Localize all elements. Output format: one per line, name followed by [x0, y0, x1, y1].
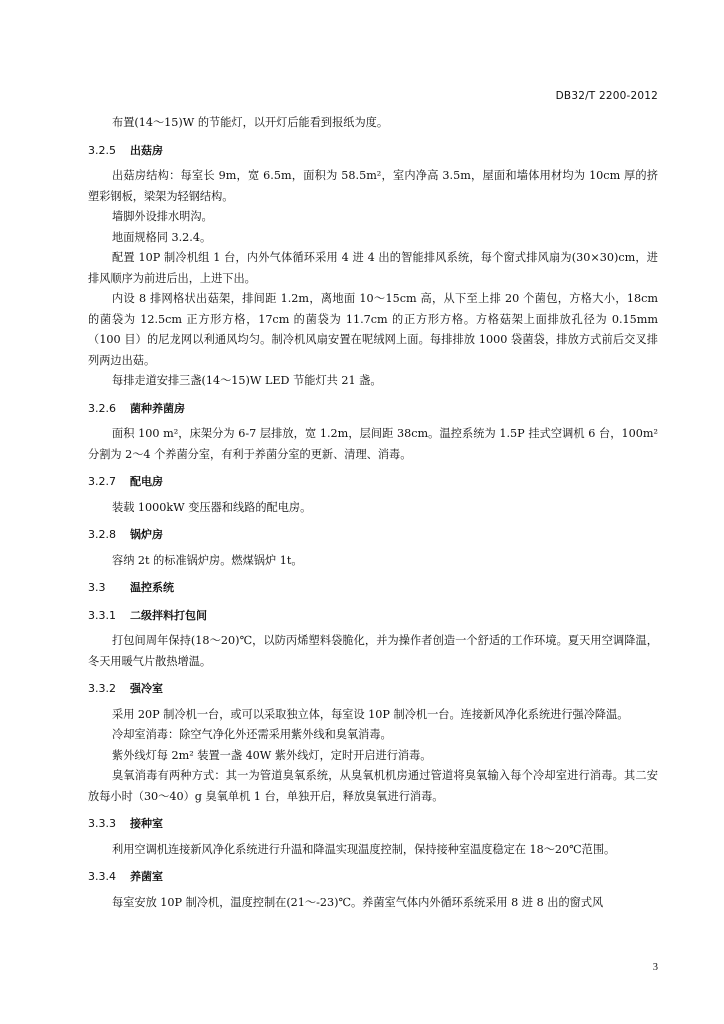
section-title: 强冷室 — [130, 682, 163, 695]
paragraph: 利用空调机连接新风净化系统进行升温和降温实现温度控制，保持接种室温度稳定在 18～20℃范围。 — [112, 842, 616, 856]
paragraph: 内设 8 排网格状出菇架，排间距 1.2m，离地面 10～15cm 高，从下至上排 20 个菌包，方格大小，18cm 的菌袋为 12.5cm 正方形方格，17cm 的菌袋为 11.7cm 的正方形方格。方格菇架上面排放孔径为 0.15mm（100 目）的尼龙网以利通风均匀。制冷机风扇安置在呢绒网上面。每排排放 1000 袋菌袋，排放方式前后交叉排列两边出菇。 — [88, 292, 658, 367]
section-heading — [88, 867, 658, 888]
paragraph: 紫外线灯每 2m² 装置一盏 40W 紫外线灯，定时开启进行消毒。 — [112, 748, 432, 762]
paragraph: 装载 1000kW 变压器和线路的配电房。 — [112, 500, 312, 514]
section-title: 养菌室 — [130, 870, 163, 883]
section-heading — [88, 525, 658, 546]
paragraph: 臭氧消毒有两种方式：其一为管道臭氧系统，从臭氧机机房通过管道将臭氧输入每个冷却室进行消毒。其二安放每小时（30～40）g 臭氧单机 1 台，单独开启，释放臭氧进行消毒。 — [88, 769, 658, 803]
paragraph: 冷却室消毒：除空气净化外还需采用紫外线和臭氧消毒。 — [112, 728, 392, 741]
page-number: 3 — [652, 962, 658, 973]
paragraph: 墙脚外设排水明沟。 — [112, 210, 213, 223]
paragraph: 采用 20P 制冷机一台，或可以采取独立体，每室设 10P 制冷机一台。连接新风净化系统进行强冷降温。 — [112, 707, 629, 721]
section-number: 3.2.6 — [88, 401, 116, 415]
paragraph: 打包间周年保持(18～20)℃，以防丙烯塑料袋脆化，并为操作者创造一个舒适的工作环境。夏天用空调降温，冬天用暖气片散热增温。 — [88, 634, 658, 668]
section-heading — [88, 814, 658, 835]
section-title: 出菇房 — [130, 143, 163, 157]
document-id: DB32/T 2200-2012 — [555, 90, 658, 102]
section-heading — [88, 399, 658, 420]
section-heading — [88, 472, 658, 493]
section-number: 3.2.5 — [88, 143, 116, 157]
section-title: 二级拌料打包间 — [130, 608, 207, 622]
section-title: 配电房 — [130, 475, 163, 488]
paragraph: 容纳 2t 的标准锅炉房。燃煤锅炉 1t。 — [112, 553, 303, 567]
section-title: 接种室 — [130, 817, 163, 830]
section-number: 3.2.7 — [88, 475, 116, 488]
section-title: 菌种养菌房 — [130, 401, 185, 415]
section-number: 3.3.4 — [88, 870, 116, 883]
section-number: 3.3.3 — [88, 817, 116, 830]
section-number: 3.3 — [88, 581, 106, 594]
paragraph: 地面规格同 3.2.4。 — [112, 230, 212, 244]
document-body — [88, 113, 658, 913]
paragraph: 出菇房结构：每室长 9m，宽 6.5m，面积为 58.5m²，室内净高 3.5m，屋面和墙体用材均为 10cm 厚的挤塑彩钢板，梁架为轻钢结构。 — [88, 169, 658, 203]
section-number: 3.2.8 — [88, 528, 116, 541]
section-heading — [88, 141, 658, 162]
section-title: 温控系统 — [130, 581, 174, 594]
paragraph: 配置 10P 制冷机组 1 台，内外气体循环采用 4 进 4 出的智能排风系统，每个窗式排风扇为(30×30)cm，进排风顺序为前进后出，上进下出。 — [88, 251, 658, 285]
section-number: 3.3.1 — [88, 608, 116, 622]
paragraph: 每排走道安排三盏(14～15)W LED 节能灯共 21 盏。 — [112, 374, 382, 387]
section-title: 锅炉房 — [130, 528, 163, 541]
section-heading — [88, 679, 658, 700]
section-heading — [88, 606, 658, 627]
section-number: 3.3.2 — [88, 682, 116, 695]
paragraph: 每室安放 10P 制冷机，温度控制在(21～-23)℃。养菌室气体内外循环系统采用 8 进 8 出的窗式风 — [112, 895, 604, 909]
paragraph: 面积 100 m²，床架分为 6-7 层排放，宽 1.2m，层间距 38cm。温控系统为 1.5P 挂式空调机 6 台，100m² 分割为 2～4 个养菌分室，有利于养菌分室的更新、清理、消毒。 — [88, 427, 658, 461]
section-heading — [88, 578, 658, 599]
paragraph: 布置(14～15)W 的节能灯，以开灯后能看到报纸为度。 — [112, 116, 389, 129]
